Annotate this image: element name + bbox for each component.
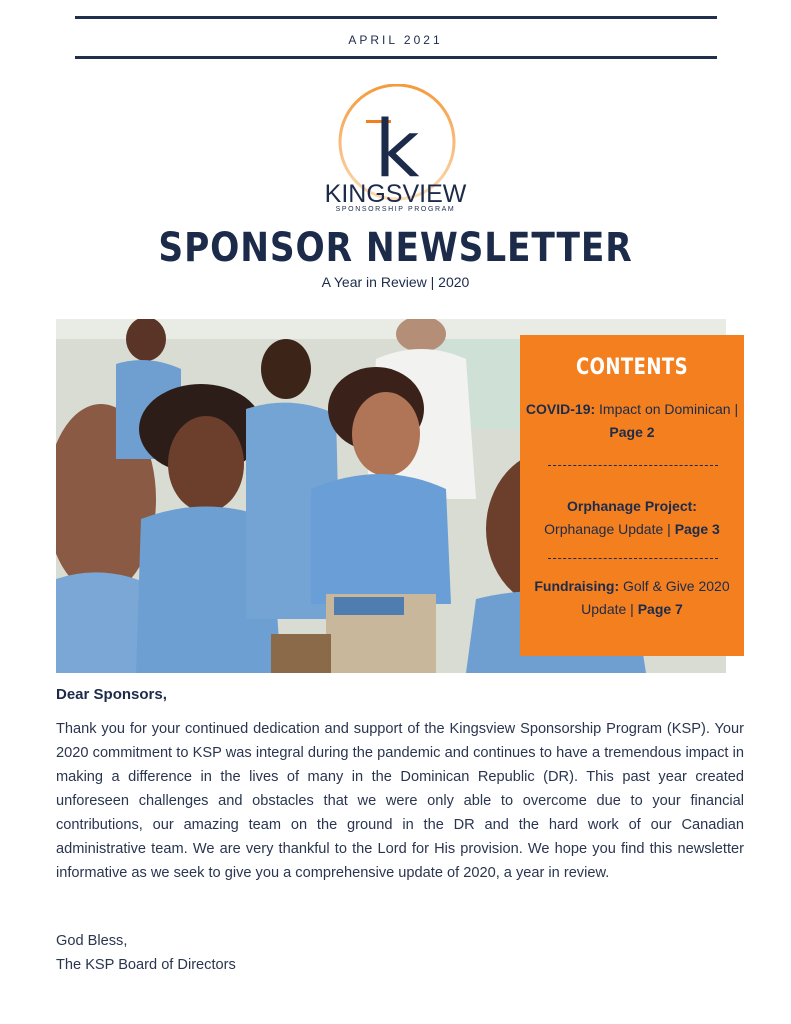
contents-item-page: Page 7 <box>637 601 683 617</box>
contents-item-page: Page 3 <box>674 521 720 537</box>
letter-greeting: Dear Sponsors, <box>56 686 167 703</box>
contents-item-label: Fundraising: <box>534 578 620 594</box>
contents-item-label: Orphanage Project: <box>567 498 697 514</box>
contents-box <box>520 335 744 656</box>
letter-body: Thank you for your continued dedication and support of the Kingsview Sponsorship Program (KSP). Your 2020 commitment to KSP was integral during the pandemic and continues to have a tremendous impact in making a difference in the lives of many in the Dominican Republic (DR). This past year created unforeseen challenges and obstacles that we were only able to overcome due to your financial contributions, our amazing team on the ground in the DR and the hard work of our Canadian administrative team. We are very thankful to the Lord for His provision. We hope you find this newsletter informative as we seek to give you a comprehensive update of 2020, a year in review. <box>56 721 744 881</box>
letter-signoff <box>56 929 236 977</box>
page-title: SPONSOR NEWSLETTER <box>158 225 633 271</box>
issue-date: APRIL 2021 <box>348 33 443 47</box>
contents-item-text: Impact on Dominican | <box>599 401 739 417</box>
letter-signature: The KSP Board of Directors <box>56 957 236 973</box>
letter-closing: God Bless, <box>56 933 128 949</box>
top-rule <box>75 16 717 19</box>
contents-item-orphanage[interactable] <box>520 495 744 541</box>
logo-tagline: SPONSORSHIP PROGRAM <box>335 206 456 213</box>
contents-item-text: Orphanage Update | <box>544 521 671 537</box>
contents-title: CONTENTS <box>576 355 688 380</box>
contents-item-fundraising[interactable] <box>520 575 744 621</box>
logo-name: KINGSVIEW <box>324 180 467 208</box>
contents-item-covid[interactable] <box>520 398 744 444</box>
logo-letter: k <box>374 105 420 195</box>
contents-item-label: COVID-19: <box>525 401 596 417</box>
contents-separator <box>548 558 718 559</box>
contents-item-text: Golf & Give 2020 Update | <box>581 578 730 617</box>
contents-item-page: Page 2 <box>609 424 655 440</box>
contents-separator <box>548 465 718 466</box>
date-rule <box>75 56 717 59</box>
page-subtitle: A Year in Review | 2020 <box>321 274 470 290</box>
